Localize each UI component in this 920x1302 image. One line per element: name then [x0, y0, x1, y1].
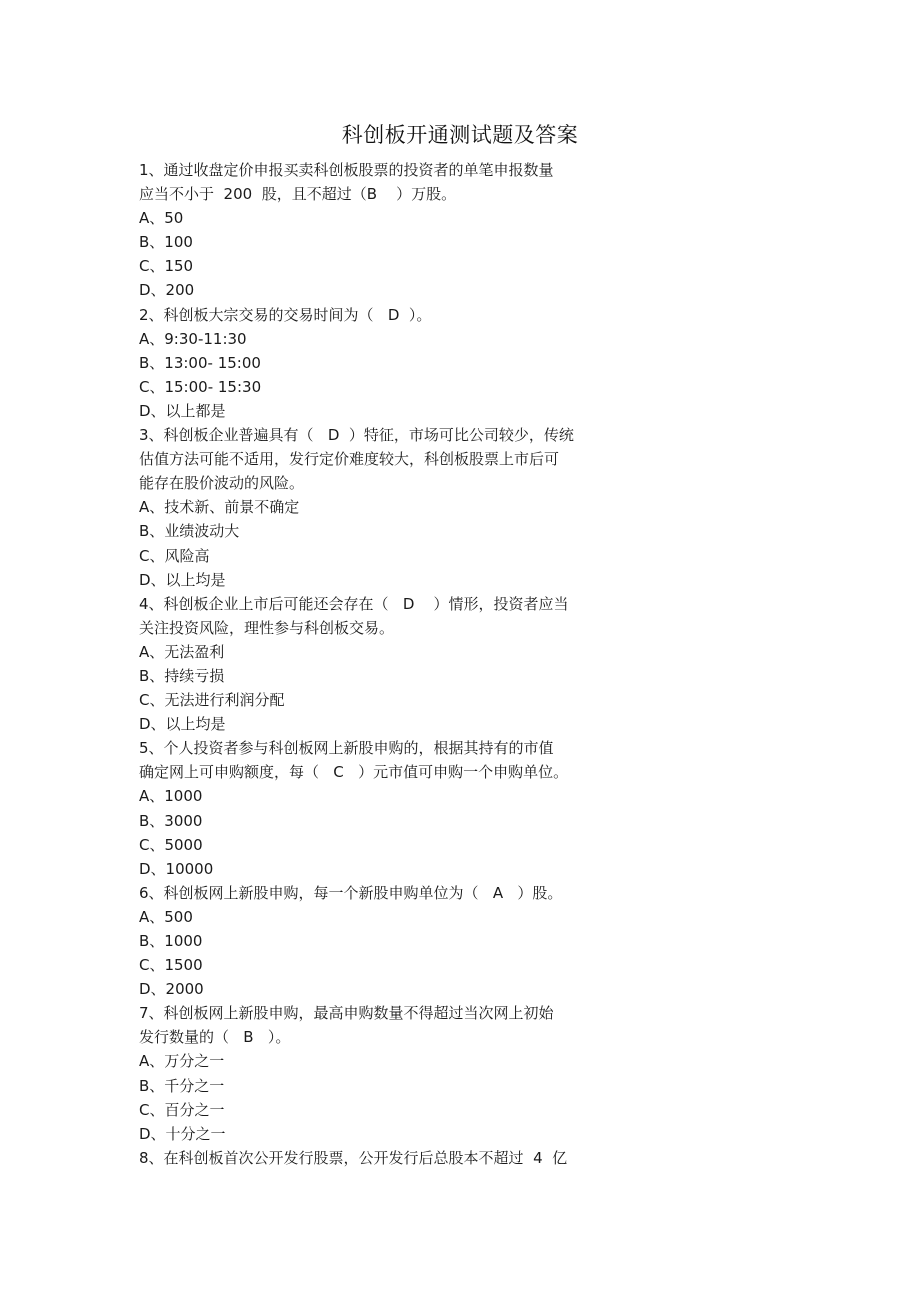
text-line: D、10000 [139, 859, 214, 878]
text-line: A、技术新、前景不确定 [139, 498, 300, 517]
text-line: C、风险高 [139, 546, 210, 565]
text-line: A、50 [139, 209, 184, 228]
text-line: B、业绩波动大 [139, 522, 240, 541]
text-line: D、十分之一 [139, 1124, 226, 1143]
text-line: B、13:00- 15:00 [139, 353, 261, 372]
text-line: D、2000 [139, 980, 204, 999]
text-line: A、无法盈利 [139, 642, 225, 661]
text-line: C、1500 [139, 956, 203, 975]
text-line: 8、在科创板首次公开发行股票，公开发行后总股本不超过 4 亿 [139, 1148, 568, 1167]
text-line: C、15:00- 15:30 [139, 377, 262, 396]
text-line: 发行数量的（ B ）。 [139, 1028, 291, 1047]
text-line: 4、科创板企业上市后可能还会存在（ D ）情形，投资者应当 [139, 594, 569, 613]
text-line: 2、科创板大宗交易的交易时间为（ D ）。 [139, 305, 432, 324]
text-line: B、1000 [139, 932, 203, 950]
text-line: C、150 [139, 257, 194, 276]
text-line: A、1000 [139, 787, 203, 806]
text-line: 应当不小于 200 股，且不超过（B ）万股。 [139, 185, 457, 204]
text-line: 3、科创板企业普遍具有（ D ）特征，市场可比公司较少，传统 [139, 426, 574, 445]
text-line: 确定网上可申购额度，每（ C ）元市值可申购一个申购单位。 [139, 763, 569, 782]
text-line: B、千分之一 [139, 1076, 225, 1095]
text-line: 关注投资风险，理性参与科创板交易。 [139, 618, 395, 637]
text-line: A、9:30-11:30 [139, 329, 247, 348]
text-line: D、以上都是 [139, 401, 226, 420]
text-line: 7、科创板网上新股申购，最高申购数量不得超过当次网上初始 [139, 1004, 554, 1023]
text-line: A、500 [139, 907, 193, 926]
text-line: 估值方法可能不适用，发行定价难度较大，科创板股票上市后可 [139, 450, 560, 469]
text-line: 5、个人投资者参与科创板网上新股申购的，根据其持有的市值 [139, 739, 554, 758]
text-line: D、以上均是 [139, 570, 226, 589]
text-line: C、无法进行利润分配 [139, 691, 285, 710]
text-line: C、5000 [139, 835, 203, 854]
text-line: A、万分之一 [139, 1052, 225, 1071]
page-title: 科创板开通测试题及答案 [341, 123, 579, 147]
text-line: B、3000 [139, 811, 203, 830]
document-body [139, 158, 609, 1170]
text-line: B、持续亏损 [139, 666, 225, 685]
text-line: 1、通过收盘定价申报买卖科创板股票的投资者的单笔申报数量 [139, 161, 554, 179]
text-line: 能存在股价波动的风险。 [139, 474, 305, 493]
text-line: 6、科创板网上新股申购，每一个新股申购单位为（ A ）股。 [139, 883, 563, 902]
text-line: C、百分之一 [139, 1100, 225, 1119]
text-line: D、200 [139, 281, 195, 300]
text-line: B、100 [139, 233, 193, 252]
text-line: D、以上均是 [139, 715, 226, 734]
